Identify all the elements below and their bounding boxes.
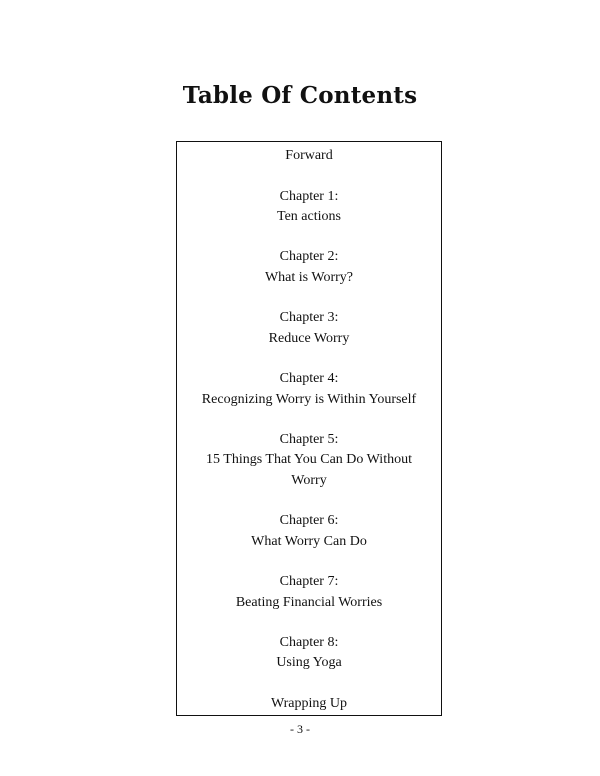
toc-chapter-label: Chapter 1: xyxy=(279,188,339,204)
toc-chapter-title: 15 Things That You Can Do Without xyxy=(206,452,412,468)
toc-chapter-label: Chapter 5: xyxy=(279,432,339,448)
toc-chapter-title: What is Worry? xyxy=(264,269,354,285)
toc-chapter-title: What Worry Can Do xyxy=(251,533,367,549)
toc-chapter-title: Reduce Worry xyxy=(268,330,350,346)
toc-entry-chapter-6 xyxy=(177,511,441,552)
toc-entry-chapter-8 xyxy=(177,633,441,674)
toc-entry-chapter-7 xyxy=(177,572,441,613)
toc-chapter-title: Using Yoga xyxy=(276,655,342,671)
toc-entry-chapter-4 xyxy=(177,369,441,410)
toc-chapter-label: Chapter 3: xyxy=(279,310,339,326)
page-title: Table Of Contents xyxy=(182,82,418,109)
toc-chapter-label: Chapter 4: xyxy=(279,371,339,387)
toc-line: Wrapping Up xyxy=(270,696,348,712)
toc-entry-wrapping-up xyxy=(177,694,441,714)
toc-chapter-label: Chapter 6: xyxy=(279,513,339,529)
toc-chapter-title-continued: Worry xyxy=(291,472,327,488)
toc-chapter-label: Chapter 8: xyxy=(279,635,339,651)
page-number: - 3 - xyxy=(290,722,310,736)
toc-entry-chapter-1 xyxy=(177,187,441,228)
table-of-contents-box xyxy=(176,141,442,716)
toc-chapter-title: Ten actions xyxy=(277,208,341,224)
toc-entry-chapter-3 xyxy=(177,308,441,349)
toc-chapter-title: Beating Financial Worries xyxy=(235,594,383,610)
toc-chapter-title: Recognizing Worry is Within Yourself xyxy=(201,391,417,407)
toc-entry-forward xyxy=(177,146,441,166)
toc-line: Forward xyxy=(285,148,333,163)
toc-chapter-label: Chapter 2: xyxy=(279,249,339,265)
toc-entry-chapter-5 xyxy=(177,430,441,491)
toc-list xyxy=(177,146,441,714)
toc-chapter-label: Chapter 7: xyxy=(279,574,339,590)
toc-entry-chapter-2 xyxy=(177,247,441,288)
